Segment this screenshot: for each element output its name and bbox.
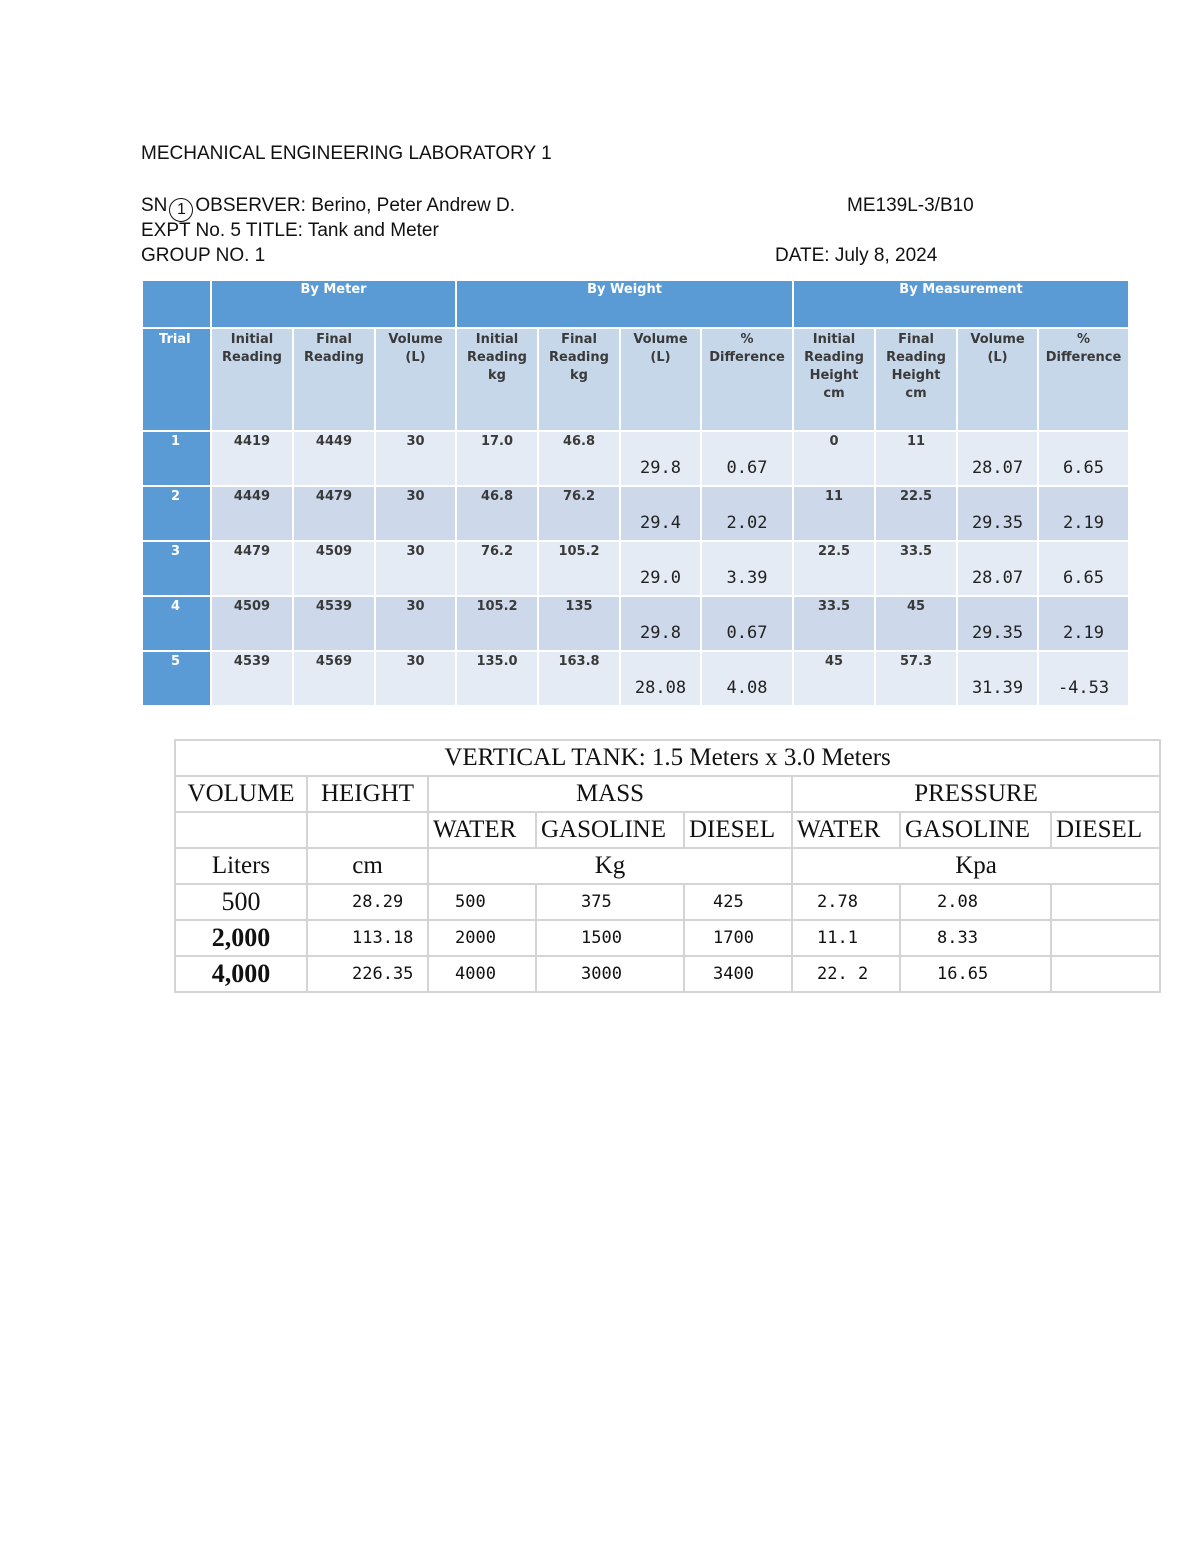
- tank-table-body: [175, 884, 1160, 992]
- col-header-meter-initial: [211, 328, 293, 431]
- table-row: [175, 956, 1160, 992]
- cell-weight-initial: 105.2: [456, 596, 538, 651]
- header-line: Reading: [886, 350, 946, 365]
- cell-measurement-initial: 45: [793, 651, 875, 706]
- header-line: Reading: [804, 350, 864, 365]
- header-line: Volume: [633, 332, 688, 347]
- fluid-pressure-gasoline: GASOLINE: [900, 812, 1051, 848]
- cell-weight-initial: 76.2: [456, 541, 538, 596]
- col-header-mass: MASS: [428, 776, 792, 812]
- header-line: %: [1077, 332, 1091, 347]
- cell-measurement-percent-diff: -4.53: [1038, 651, 1129, 706]
- experiment-date: DATE: July 8, 2024: [775, 245, 938, 266]
- cell-trial: 3: [142, 541, 211, 596]
- cell-p-diesel: [1051, 884, 1160, 920]
- fluid-header-row: [175, 812, 1160, 848]
- cell-mass-gasoline: 375: [536, 884, 684, 920]
- col-header-volume: VOLUME: [175, 776, 307, 812]
- cell-mass-diesel: 425: [684, 884, 792, 920]
- header-line: Reading: [222, 350, 282, 365]
- tank-title-row: [175, 740, 1160, 776]
- fluid-pressure-diesel: DIESEL: [1051, 812, 1160, 848]
- table-row: [175, 884, 1160, 920]
- group-header-blank: [142, 280, 211, 328]
- cell-weight-volume: 29.8: [620, 596, 701, 651]
- units-row: [175, 848, 1160, 884]
- cell-weight-initial: 135.0: [456, 651, 538, 706]
- document-title: MECHANICAL ENGINEERING LABORATORY 1: [141, 143, 552, 164]
- cell-p-gasoline: 16.65: [900, 956, 1051, 992]
- cell-measurement-percent-diff: 2.19: [1038, 596, 1129, 651]
- cell-weight-final: 105.2: [538, 541, 620, 596]
- tank-header-row: [175, 776, 1160, 812]
- observer-line: [141, 195, 515, 222]
- cell-measurement-volume: 29.35: [957, 596, 1038, 651]
- cell-meter-volume: 30: [375, 431, 456, 486]
- vertical-tank-table: [174, 739, 1161, 993]
- cell-meter-initial: 4509: [211, 596, 293, 651]
- unit-height: cm: [307, 848, 428, 884]
- cell-meter-final: 4509: [293, 541, 375, 596]
- fluid-mass-gasoline: GASOLINE: [536, 812, 684, 848]
- cell-weight-percent-diff: 2.02: [701, 486, 793, 541]
- cell-measurement-final: 22.5: [875, 486, 957, 541]
- cell-weight-initial: 17.0: [456, 431, 538, 486]
- cell-weight-percent-diff: 0.67: [701, 431, 793, 486]
- cell-weight-volume: 29.8: [620, 431, 701, 486]
- cell-measurement-initial: 11: [793, 486, 875, 541]
- header-line: cm: [905, 386, 927, 401]
- cell-weight-volume: 29.0: [620, 541, 701, 596]
- cell-meter-initial: 4419: [211, 431, 293, 486]
- cell-measurement-initial: 33.5: [793, 596, 875, 651]
- cell-mass-diesel: 3400: [684, 956, 792, 992]
- header-line: Initial: [230, 332, 274, 347]
- header-line: %: [740, 332, 754, 347]
- cell-measurement-volume: 29.35: [957, 486, 1038, 541]
- cell-measurement-final: 57.3: [875, 651, 957, 706]
- cell-trial: 5: [142, 651, 211, 706]
- cell-weight-final: 76.2: [538, 486, 620, 541]
- cell-height: 113.18: [307, 920, 428, 956]
- cell-mass-water: 2000: [428, 920, 536, 956]
- col-header-weight-initial: [456, 328, 538, 431]
- cell-p-water: 22. 2: [792, 956, 900, 992]
- cell-weight-volume: 28.08: [620, 651, 701, 706]
- unit-volume: Liters: [175, 848, 307, 884]
- header-line: Final: [316, 332, 352, 347]
- header-line: Reading: [304, 350, 364, 365]
- table-row: [142, 596, 1129, 651]
- cell-weight-volume: 29.4: [620, 486, 701, 541]
- fluid-mass-water: WATER: [428, 812, 536, 848]
- sn-number-circled: 1: [169, 198, 193, 222]
- cell-meter-final: 4569: [293, 651, 375, 706]
- cell-mass-water: 500: [428, 884, 536, 920]
- cell-weight-percent-diff: 0.67: [701, 596, 793, 651]
- cell-height: 226.35: [307, 956, 428, 992]
- cell-mass-water: 4000: [428, 956, 536, 992]
- cell-p-gasoline: 2.08: [900, 884, 1051, 920]
- header-line: Difference: [1045, 350, 1122, 365]
- header-line: Reading: [549, 350, 609, 365]
- cell-meter-volume: 30: [375, 541, 456, 596]
- cell-meter-volume: 30: [375, 596, 456, 651]
- header-line: Volume: [970, 332, 1025, 347]
- tank-title: VERTICAL TANK: 1.5 Meters x 3.0 Meters: [175, 740, 1160, 776]
- course-code: ME139L-3/B10: [847, 195, 974, 216]
- cell-trial: 4: [142, 596, 211, 651]
- cell-meter-volume: 30: [375, 486, 456, 541]
- cell-trial: 2: [142, 486, 211, 541]
- cell-weight-percent-diff: 4.08: [701, 651, 793, 706]
- cell-measurement-volume: 28.07: [957, 431, 1038, 486]
- header-line: Initial: [475, 332, 519, 347]
- col-header-measurement-final: [875, 328, 957, 431]
- cell-measurement-volume: 28.07: [957, 541, 1038, 596]
- col-header-measurement-initial: [793, 328, 875, 431]
- results-table-body: [142, 431, 1129, 706]
- blank-cell: [175, 812, 307, 848]
- group-header-row: [142, 280, 1129, 328]
- header-line: kg: [488, 368, 506, 383]
- header-line: Difference: [709, 350, 785, 365]
- cell-weight-final: 46.8: [538, 431, 620, 486]
- observer-name: OBSERVER: Berino, Peter Andrew D.: [195, 195, 516, 216]
- cell-trial: 1: [142, 431, 211, 486]
- col-header-trial: Trial: [142, 328, 211, 431]
- header-line: (L): [405, 350, 426, 365]
- blank-cell: [307, 812, 428, 848]
- cell-measurement-percent-diff: 6.65: [1038, 431, 1129, 486]
- cell-measurement-percent-diff: 2.19: [1038, 486, 1129, 541]
- cell-meter-initial: 4539: [211, 651, 293, 706]
- tank-meter-results-table: [141, 279, 1130, 707]
- cell-mass-gasoline: 1500: [536, 920, 684, 956]
- unit-mass: Kg: [428, 848, 792, 884]
- col-header-pressure: PRESSURE: [792, 776, 1160, 812]
- header-line: Reading: [467, 350, 527, 365]
- fluid-mass-diesel: DIESEL: [684, 812, 792, 848]
- header-line: Final: [898, 332, 934, 347]
- fluid-pressure-water: WATER: [792, 812, 900, 848]
- cell-measurement-final: 33.5: [875, 541, 957, 596]
- col-header-measurement-percent-diff: [1038, 328, 1129, 431]
- header-line: (L): [987, 350, 1008, 365]
- header-line: Height: [809, 368, 859, 383]
- table-row: [142, 651, 1129, 706]
- header-line: (L): [650, 350, 671, 365]
- cell-mass-gasoline: 3000: [536, 956, 684, 992]
- table-row: [142, 431, 1129, 486]
- col-header-measurement-volume: [957, 328, 1038, 431]
- header-line: Height: [891, 368, 941, 383]
- col-header-weight-final: [538, 328, 620, 431]
- table-row: [175, 920, 1160, 956]
- cell-measurement-final: 45: [875, 596, 957, 651]
- col-header-meter-volume: [375, 328, 456, 431]
- header-line: kg: [570, 368, 588, 383]
- cell-mass-diesel: 1700: [684, 920, 792, 956]
- cell-measurement-initial: 22.5: [793, 541, 875, 596]
- header-line: Final: [561, 332, 597, 347]
- header-line: Initial: [812, 332, 856, 347]
- column-header-row: [142, 328, 1129, 431]
- cell-volume: 2,000: [175, 920, 307, 956]
- cell-weight-percent-diff: 3.39: [701, 541, 793, 596]
- cell-volume: 4,000: [175, 956, 307, 992]
- cell-meter-initial: 4449: [211, 486, 293, 541]
- sn-label: SN: [141, 195, 168, 216]
- cell-measurement-initial: 0: [793, 431, 875, 486]
- header-line: cm: [823, 386, 845, 401]
- col-header-height: HEIGHT: [307, 776, 428, 812]
- header-line: Volume: [388, 332, 443, 347]
- cell-weight-final: 135: [538, 596, 620, 651]
- cell-measurement-volume: 31.39: [957, 651, 1038, 706]
- cell-p-diesel: [1051, 956, 1160, 992]
- cell-p-gasoline: 8.33: [900, 920, 1051, 956]
- cell-measurement-final: 11: [875, 431, 957, 486]
- cell-p-diesel: [1051, 920, 1160, 956]
- cell-volume: 500: [175, 884, 307, 920]
- experiment-title: EXPT No. 5 TITLE: Tank and Meter: [141, 220, 439, 241]
- col-header-meter-final: [293, 328, 375, 431]
- group-number: GROUP NO. 1: [141, 245, 266, 266]
- unit-pressure: Kpa: [792, 848, 1160, 884]
- col-header-weight-volume: [620, 328, 701, 431]
- cell-p-water: 11.1: [792, 920, 900, 956]
- cell-measurement-percent-diff: 6.65: [1038, 541, 1129, 596]
- cell-meter-volume: 30: [375, 651, 456, 706]
- cell-meter-final: 4479: [293, 486, 375, 541]
- cell-meter-final: 4539: [293, 596, 375, 651]
- group-header-by-measurement: By Measurement: [793, 280, 1129, 328]
- col-header-weight-percent-diff: [701, 328, 793, 431]
- table-row: [142, 541, 1129, 596]
- cell-p-water: 2.78: [792, 884, 900, 920]
- cell-height: 28.29: [307, 884, 428, 920]
- table-row: [142, 486, 1129, 541]
- cell-meter-final: 4449: [293, 431, 375, 486]
- cell-meter-initial: 4479: [211, 541, 293, 596]
- cell-weight-initial: 46.8: [456, 486, 538, 541]
- group-header-by-weight: By Weight: [456, 280, 793, 328]
- group-header-by-meter: By Meter: [211, 280, 456, 328]
- cell-weight-final: 163.8: [538, 651, 620, 706]
